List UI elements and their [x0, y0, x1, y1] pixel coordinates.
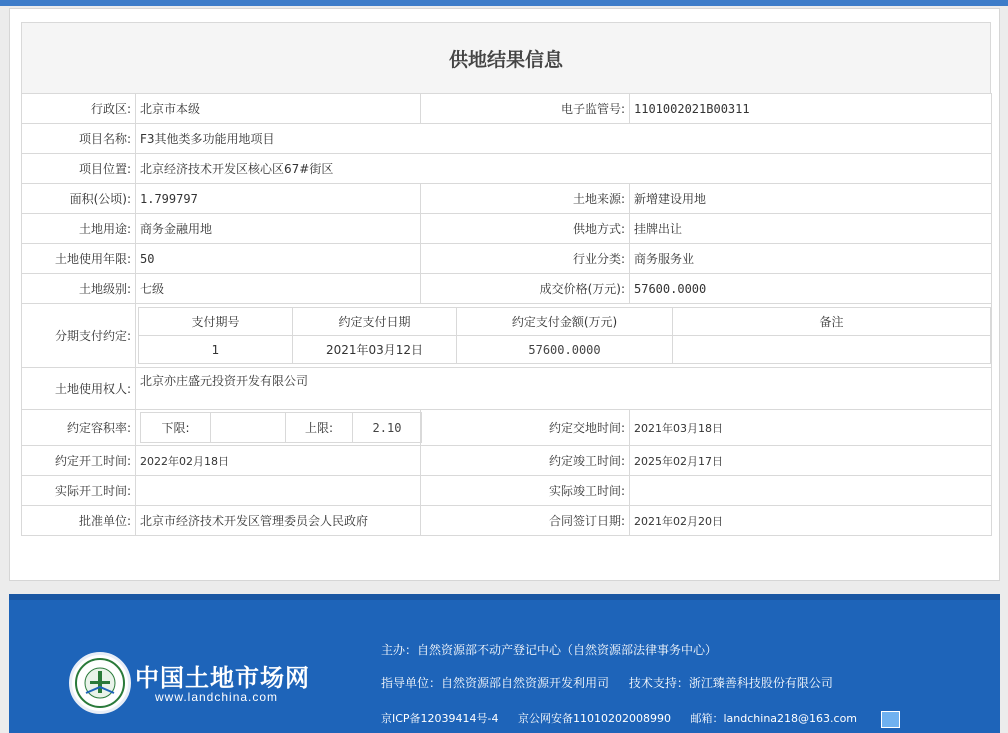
- table-row: [22, 274, 992, 304]
- use-term-value: 50: [136, 244, 421, 274]
- payment-row: [139, 336, 991, 364]
- holder-label: 土地使用权人:: [22, 368, 136, 410]
- land-source-label: 土地来源:: [421, 184, 630, 214]
- holder-value: 北京亦庄盛元投资开发有限公司: [136, 368, 992, 410]
- far-table: [140, 412, 422, 443]
- supply-method-value: 挂牌出让: [630, 214, 992, 244]
- payment-amount: 57600.0000: [457, 336, 673, 364]
- table-row: [22, 304, 992, 368]
- actual-finish-value: [630, 476, 992, 506]
- table-row: [22, 446, 992, 476]
- price-value: 57600.0000: [630, 274, 992, 304]
- table-row: [22, 124, 992, 154]
- district-label: 行政区:: [22, 94, 136, 124]
- page-title: 供地结果信息: [448, 48, 563, 71]
- actual-finish-label: 实际竣工时间:: [421, 476, 630, 506]
- payment-header-amount: 约定支付金额(万元): [457, 308, 673, 336]
- land-info-table: [21, 93, 992, 536]
- land-source-value: 新增建设用地: [630, 184, 992, 214]
- footer-email: 邮箱：landchina218@163.com: [690, 712, 858, 725]
- start-value: 2022年02月18日: [136, 446, 421, 476]
- installment-cell: [136, 304, 992, 368]
- project-name-value: F3其他类多功能用地项目: [136, 124, 992, 154]
- far-label: 约定容积率:: [22, 410, 136, 446]
- footer-record-line: [381, 710, 916, 728]
- far-lower-label: 下限:: [141, 413, 211, 443]
- table-row: [22, 506, 992, 536]
- land-use-label: 土地用途:: [22, 214, 136, 244]
- industry-value: 商务服务业: [630, 244, 992, 274]
- payment-table: [138, 307, 991, 364]
- footer-police[interactable]: 京公网安备11010202008990: [518, 712, 671, 725]
- table-row: [22, 476, 992, 506]
- payment-header-date: 约定支付日期: [293, 308, 457, 336]
- finish-value: 2025年02月17日: [630, 446, 992, 476]
- table-row: [22, 410, 992, 446]
- result-panel: [9, 8, 1000, 581]
- footer-tech: 技术支持：浙江臻善科技股份有限公司: [628, 676, 833, 690]
- footer-guide-line: [381, 674, 849, 691]
- table-row: [22, 94, 992, 124]
- finish-label: 约定竣工时间:: [421, 446, 630, 476]
- land-use-value: 商务金融用地: [136, 214, 421, 244]
- approver-label: 批准单位:: [22, 506, 136, 536]
- logo-url[interactable]: www.landchina.com: [155, 690, 279, 704]
- payment-period: 1: [139, 336, 293, 364]
- installment-label: 分期支付约定:: [22, 304, 136, 368]
- statistics-icon[interactable]: [881, 711, 900, 728]
- area-value: 1.799797: [136, 184, 421, 214]
- land-grade-label: 土地级别:: [22, 274, 136, 304]
- far-upper-value: 2.10: [353, 413, 422, 443]
- actual-start-label: 实际开工时间:: [22, 476, 136, 506]
- payment-header-period: 支付期号: [139, 308, 293, 336]
- top-accent-bar: [0, 0, 1008, 6]
- footer-top-strip: [9, 594, 1000, 600]
- project-location-label: 项目位置:: [22, 154, 136, 184]
- contract-date-label: 合同签订日期:: [421, 506, 630, 536]
- table-row: [22, 368, 992, 410]
- landchina-seal-icon[interactable]: [69, 652, 131, 714]
- table-row: [22, 184, 992, 214]
- payment-header-row: [139, 308, 991, 336]
- payment-date: 2021年03月12日: [293, 336, 457, 364]
- logo-text[interactable]: 中国土地市场网: [135, 664, 310, 692]
- supervision-no-label: 电子监管号:: [421, 94, 630, 124]
- land-grade-value: 七级: [136, 274, 421, 304]
- payment-header-remark: 备注: [673, 308, 991, 336]
- far-upper-label: 上限:: [286, 413, 353, 443]
- far-cell: [136, 410, 421, 446]
- table-row: [22, 154, 992, 184]
- table-row: [22, 214, 992, 244]
- payment-remark: [673, 336, 991, 364]
- footer-icp[interactable]: 京ICP备12039414号-4: [381, 712, 499, 725]
- project-name-label: 项目名称:: [22, 124, 136, 154]
- start-label: 约定开工时间:: [22, 446, 136, 476]
- footer-host: 主办：自然资源部不动产登记中心（自然资源部法律事务中心）: [381, 643, 718, 657]
- supply-method-label: 供地方式:: [421, 214, 630, 244]
- industry-label: 行业分类:: [421, 244, 630, 274]
- actual-start-value: [136, 476, 421, 506]
- supervision-no-value: 1101002021B00311: [630, 94, 992, 124]
- approver-value: 北京市经济技术开发区管理委员会人民政府: [136, 506, 421, 536]
- price-label: 成交价格(万元):: [421, 274, 630, 304]
- footer-guide: 指导单位：自然资源部自然资源开发利用司: [381, 676, 610, 690]
- area-label: 面积(公顷):: [22, 184, 136, 214]
- delivery-label: 约定交地时间:: [421, 410, 630, 446]
- contract-date-value: 2021年02月20日: [630, 506, 992, 536]
- title-box: [21, 22, 991, 94]
- use-term-label: 土地使用年限:: [22, 244, 136, 274]
- table-row: [22, 244, 992, 274]
- site-footer: [9, 594, 1000, 733]
- district-value: 北京市本级: [136, 94, 421, 124]
- delivery-value: 2021年03月18日: [630, 410, 992, 446]
- project-location-value: 北京经济技术开发区核心区67#街区: [136, 154, 992, 184]
- far-lower-value: [211, 413, 286, 443]
